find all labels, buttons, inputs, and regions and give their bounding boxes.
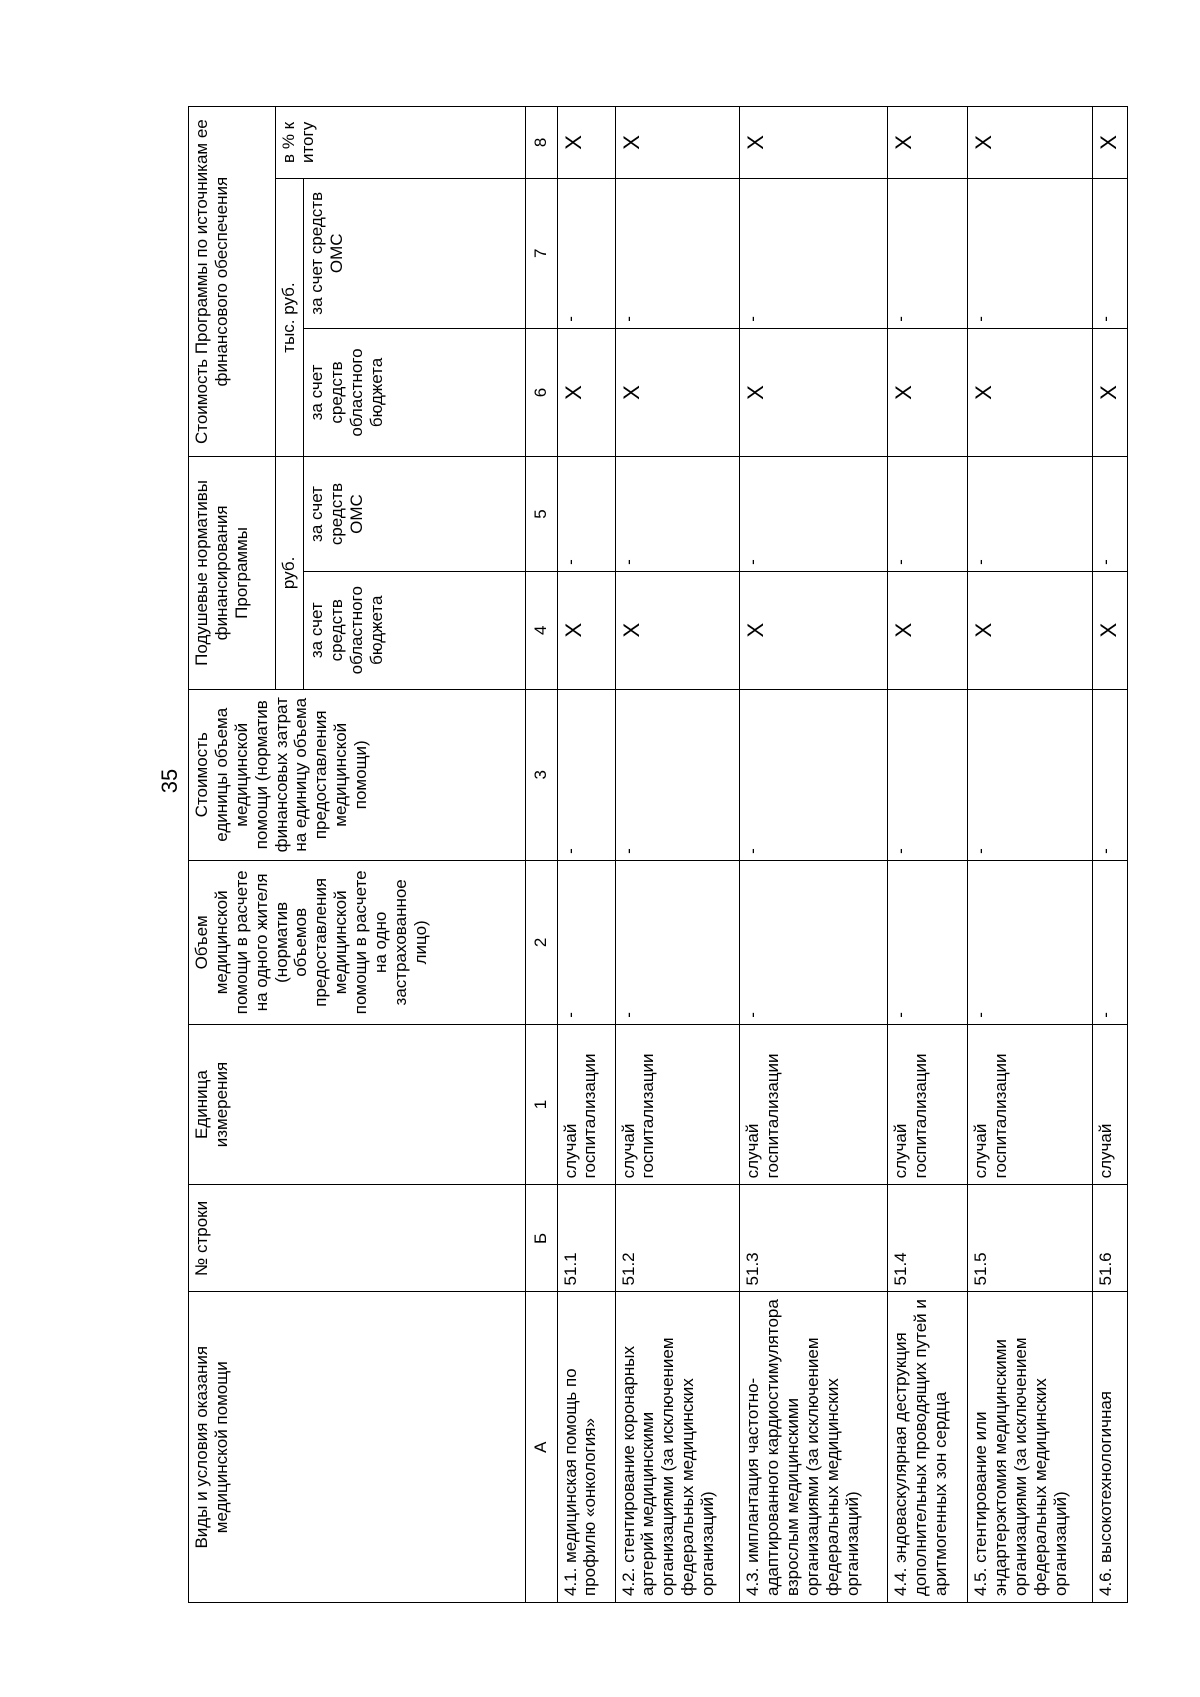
header-unit-rub: руб.	[275, 457, 303, 689]
cell-c6: X	[740, 328, 888, 457]
row-name: 4.4. эндоваскулярная деструкция дополнительных проводящих путей и аритмогенных зон сердца	[888, 1292, 968, 1603]
cell-c5: -	[1093, 457, 1128, 572]
cell-c6: X	[615, 328, 740, 457]
row-unit: случай госпитализации	[557, 1024, 615, 1185]
table-row	[968, 107, 1093, 1603]
cell-c5: -	[615, 457, 740, 572]
cell-c7: -	[968, 178, 1093, 328]
row-number: 51.6	[1093, 1185, 1128, 1292]
header-c7-oms: за счет средств ОМС	[303, 178, 525, 328]
colnum-3: 3	[525, 689, 557, 860]
cell-unit-cost: -	[888, 689, 968, 860]
row-number: 51.1	[557, 1185, 615, 1292]
cell-volume: -	[557, 860, 615, 1024]
cell-c4: X	[888, 571, 968, 689]
row-unit: случай	[1093, 1024, 1128, 1185]
page-number: 35	[157, 768, 182, 794]
cell-c5: -	[968, 457, 1093, 572]
header-c4-regional: за счет средств областного бюджета	[303, 571, 525, 689]
cell-c7: -	[1093, 178, 1128, 328]
header-program-cost: Стоимость Программы по источникам ее финансового обеспечения	[189, 107, 276, 457]
row-unit: случай госпитализации	[740, 1024, 888, 1185]
row-name: 4.2. стентирование коронарных артерий медицинскими организациями (за исключением федеральных медицинских организаций)	[615, 1292, 740, 1603]
colnum-a: А	[525, 1292, 557, 1603]
cell-c8: X	[1093, 107, 1128, 179]
cell-c4: X	[557, 571, 615, 689]
row-name: 4.1. медицинская помощь по профилю «онкология»	[557, 1292, 615, 1603]
cell-unit-cost: -	[615, 689, 740, 860]
header-row-number: № строки	[189, 1185, 526, 1292]
cell-unit-cost: -	[968, 689, 1093, 860]
table-row	[740, 107, 888, 1603]
colnum-5: 5	[525, 457, 557, 572]
colnum-b: Б	[525, 1185, 557, 1292]
table-row	[1093, 107, 1128, 1603]
cell-volume: -	[615, 860, 740, 1024]
cell-c8: X	[557, 107, 615, 179]
header-types: Виды и условия оказания медицинской помощи	[189, 1292, 526, 1603]
row-unit: случай госпитализации	[888, 1024, 968, 1185]
cell-c8: X	[968, 107, 1093, 179]
colnum-7: 7	[525, 178, 557, 328]
header-unit-cost: Стоимость единицы объема медицинской помощи (норматив финансовых затрат на единицу объема предоставления медицинской помощи)	[189, 689, 526, 860]
row-number: 51.4	[888, 1185, 968, 1292]
header-c5-oms: за счет средств ОМС	[303, 457, 525, 572]
cell-c4: X	[615, 571, 740, 689]
row-number: 51.5	[968, 1185, 1093, 1292]
row-name: 4.3. имплантация частотно-адаптированного кардиостимулятора взрослым медицинскими организациями (за исключением федеральных медицинских организаций)	[740, 1292, 888, 1603]
header-c6-regional: за счет средств областного бюджета	[303, 328, 525, 457]
colnum-1: 1	[525, 1024, 557, 1185]
cell-c5: -	[740, 457, 888, 572]
cell-c6: X	[968, 328, 1093, 457]
cell-c5: -	[557, 457, 615, 572]
row-name: 4.6. высокотехнологичная	[1093, 1292, 1128, 1603]
colnum-2: 2	[525, 860, 557, 1024]
colnum-4: 4	[525, 571, 557, 689]
cell-unit-cost: -	[1093, 689, 1128, 860]
cell-c7: -	[740, 178, 888, 328]
cell-c4: X	[968, 571, 1093, 689]
cell-c6: X	[557, 328, 615, 457]
rotated-table-wrapper	[188, 106, 1128, 1603]
header-unit: Единица измерения	[189, 1024, 526, 1185]
header-volume: Объем медицинской помощи в расчете на одного жителя (норматив объемов предоставления медицинской помощи в расчете на одно застрахованное лицо)	[189, 860, 526, 1024]
cell-c4: X	[1093, 571, 1128, 689]
cell-c6: X	[888, 328, 968, 457]
cell-volume: -	[888, 860, 968, 1024]
financing-table	[188, 106, 1128, 1603]
cell-c7: -	[615, 178, 740, 328]
cell-unit-cost: -	[557, 689, 615, 860]
column-number-row	[525, 107, 557, 1603]
row-number: 51.2	[615, 1185, 740, 1292]
row-name: 4.5. стентирование или эндартерэктомия медицинскими организациями (за исключением федеральных медицинских организаций)	[968, 1292, 1093, 1603]
header-percent: в % к итогу	[275, 107, 525, 179]
cell-volume: -	[1093, 860, 1128, 1024]
cell-c6: X	[1093, 328, 1128, 457]
row-unit: случай госпитализации	[615, 1024, 740, 1185]
cell-volume: -	[740, 860, 888, 1024]
cell-c8: X	[615, 107, 740, 179]
cell-c7: -	[557, 178, 615, 328]
header-unit-thousand-rub: тыс. руб.	[275, 178, 303, 456]
cell-c7: -	[888, 178, 968, 328]
header-per-capita: Подушевые нормативы финансирования Программы	[189, 457, 276, 689]
table-row	[557, 107, 615, 1603]
row-number: 51.3	[740, 1185, 888, 1292]
table-row	[888, 107, 968, 1603]
colnum-8: 8	[525, 107, 557, 179]
colnum-6: 6	[525, 328, 557, 457]
row-unit: случай госпитализации	[968, 1024, 1093, 1185]
cell-c8: X	[740, 107, 888, 179]
cell-c4: X	[740, 571, 888, 689]
cell-c5: -	[888, 457, 968, 572]
cell-c8: X	[888, 107, 968, 179]
cell-unit-cost: -	[740, 689, 888, 860]
cell-volume: -	[968, 860, 1093, 1024]
table-row	[615, 107, 740, 1603]
